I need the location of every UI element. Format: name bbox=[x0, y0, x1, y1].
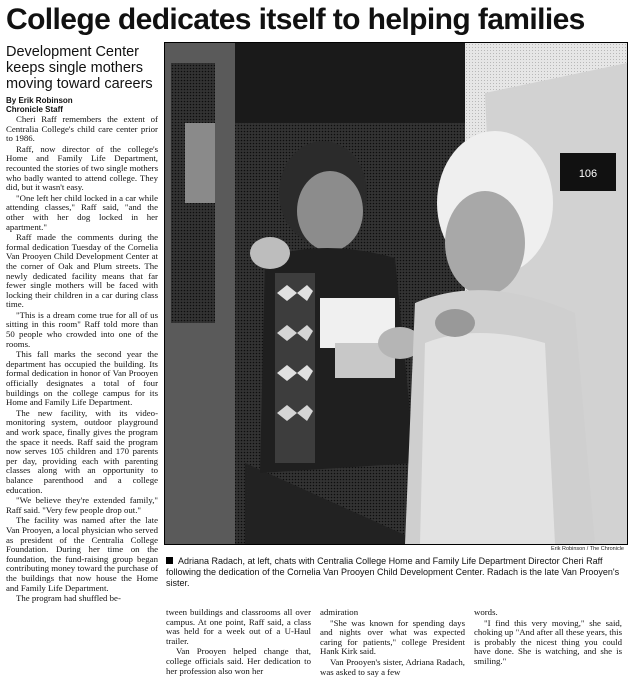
article-paragraph: This fall marks the second year the department has occupied the building. Its formal dedication in honor of Van Prooyen officially designates a total of four buildings on the college campus for its Home and Family Life Department. bbox=[6, 349, 158, 408]
article-paragraph: The program had shuffled be- bbox=[16, 593, 121, 604]
room-number-sign: 106 bbox=[578, 168, 598, 180]
article-paragraph: "I find this very moving," she said, choking up "And after all these years, this is probably the nicest thing you could have done. She is watching, and she is smiling." bbox=[474, 617, 622, 666]
headline: College dedicates itself to helping families bbox=[6, 3, 585, 36]
article-column-2 bbox=[166, 608, 311, 677]
caption-bullet-icon bbox=[166, 557, 173, 564]
article-column-4 bbox=[474, 608, 622, 668]
article-paragraph: "We believe they're extended family," Raff said. "Very few people drop out." bbox=[6, 495, 158, 515]
article-column-1 bbox=[6, 115, 158, 605]
article-paragraph: "One left her child locked in a car while attending classes," Raff said, "and the other with her dog locked in her apartment." bbox=[6, 192, 158, 232]
article-paragraph: Raff made the comments during the formal dedication Tuesday of the Cornelia Van Prooyen Child Development Center at the corner of Oak and Plum streets. The newly dedicated facility means that far fewer single mothers will be faced with locking their children in a car during class time. bbox=[6, 232, 158, 310]
article-paragraph: admiration bbox=[320, 607, 359, 617]
article-column-3 bbox=[320, 608, 465, 678]
subheadline: Development Center keeps single mothers moving toward careers bbox=[6, 44, 153, 92]
news-photo-illustration bbox=[165, 43, 627, 544]
byline bbox=[6, 96, 158, 114]
photo-caption bbox=[166, 556, 626, 589]
photo-caption-text: Adriana Radach, at left, chats with Centralia College Home and Family Life Department Director Cheri Raff following the dedication of the Cornelia Van Prooyen Child Development Center. Radach is the late Van Prooyen's sister. bbox=[166, 556, 620, 588]
news-photo bbox=[164, 42, 628, 545]
article-paragraph: Cheri Raff remembers the extent of Centralia College's child care center prior to 1986. bbox=[6, 114, 158, 144]
article-paragraph: The facility was named after the late Van Prooyen, a local physician who served as president of the Centralia College Foundation. During her time on the foundation, the fund-raising group began contributing money toward the purchase of the buildings that now house the Home and Family Life Department. bbox=[6, 515, 158, 593]
article-paragraph: Van Prooyen's sister, Adriana Radach, was asked to say a few bbox=[320, 656, 465, 677]
article-paragraph: Raff, now director of the college's Home and Family Life Department, recounted the stories of two single mothers who badly wanted to attend college. They did, but it wasn't easy. bbox=[6, 143, 158, 193]
article-paragraph: words. bbox=[474, 607, 498, 617]
article-paragraph: Van Prooyen helped change that, college officials said. Her dedication to her profession also won her bbox=[166, 646, 311, 676]
article-paragraph: "This is a dream come true for all of us sitting in this room" Raff told more than 50 people who crowded into one of the rooms. bbox=[6, 309, 158, 349]
byline-author: By Erik Robinson bbox=[6, 96, 73, 105]
article-paragraph: tween buildings and classrooms all over campus. At one point, Raff said, a class was held for a week out of a U-Haul trailer. bbox=[166, 607, 311, 646]
article-paragraph: The new facility, with its video-monitoring system, outdoor playground and work space, finally gives the program the space it needs. Raff said the program now serves 105 children and 170 parents per day, providing each with parenting classes along with an opportunity to balance parenthood and a college education. bbox=[6, 407, 158, 495]
photo-credit: Erik Robinson / The Chronicle bbox=[551, 546, 624, 552]
article-paragraph: "She was known for spending days and nights over what was expected caring for patients," college President Hank Kirk said. bbox=[320, 617, 465, 657]
byline-staff: Chronicle Staff bbox=[6, 105, 63, 114]
